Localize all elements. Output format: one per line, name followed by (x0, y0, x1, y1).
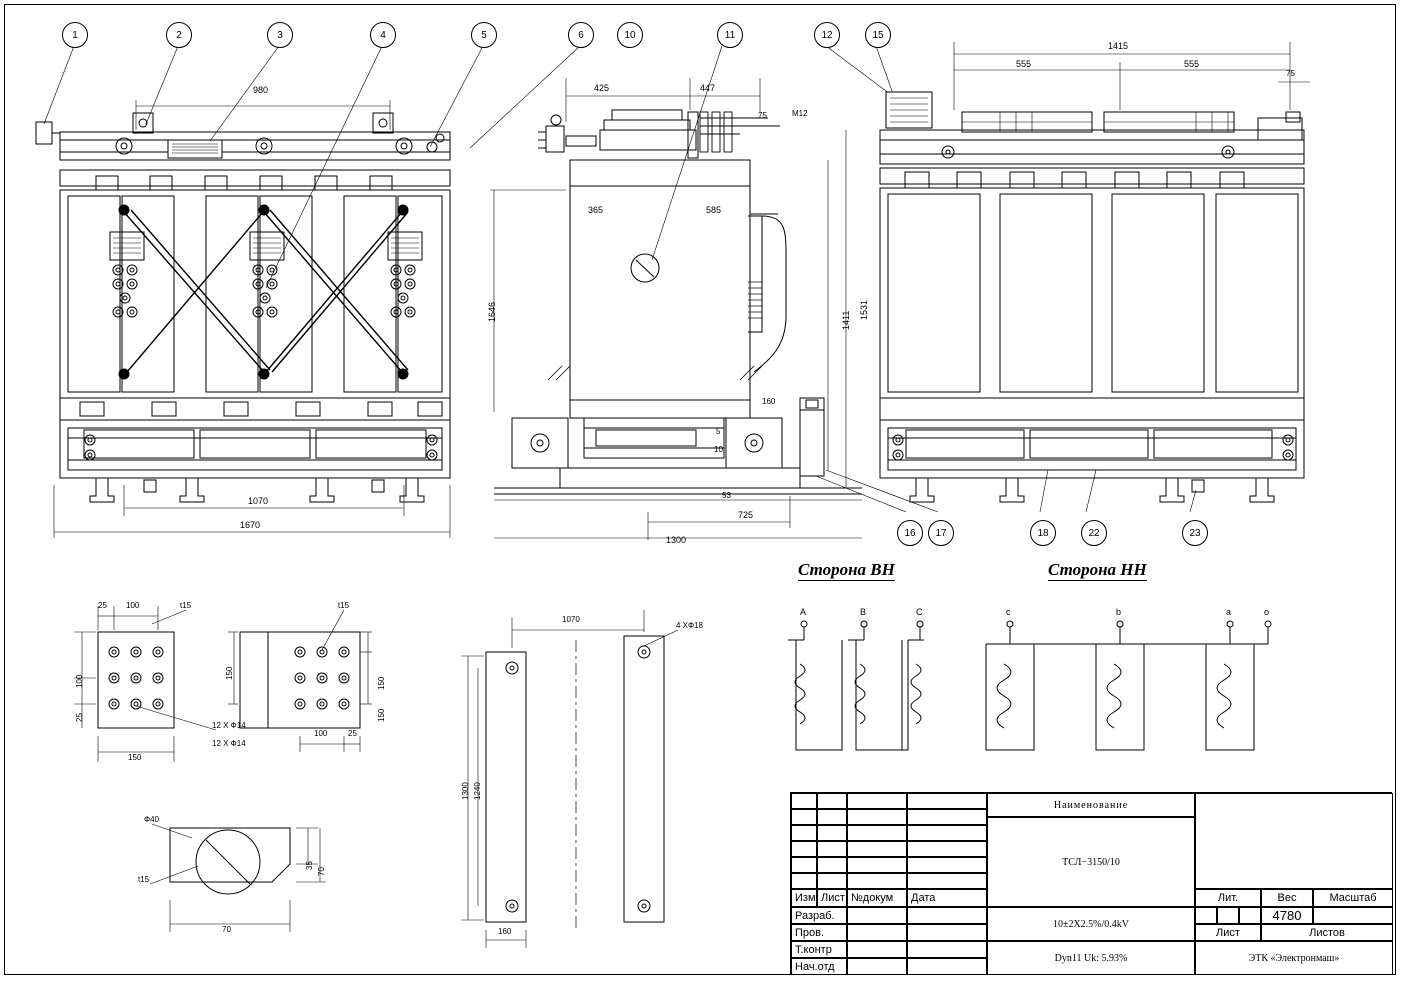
balloon-4[interactable]: 4 (370, 22, 396, 48)
tb-lit-label: Лит. (1195, 889, 1261, 907)
hv-terminal-a: A (800, 607, 807, 617)
detC-d40: Ф40 (144, 815, 159, 824)
detC-t15: t15 (138, 875, 150, 884)
detB-1240: 1240 (473, 782, 482, 800)
dim-side-53: 53 (722, 491, 731, 500)
tb-lit-1 (1195, 907, 1217, 924)
tb-grid-r4c3 (847, 841, 907, 857)
lv-terminal-c: c (1006, 607, 1011, 617)
tb-grid-r1c4 (907, 793, 987, 809)
tb-col-ndokum: №докум (847, 889, 907, 907)
tb-row-razrab-date (907, 907, 987, 924)
tb-name-header: Наименование (987, 793, 1195, 817)
balloon-3[interactable]: 3 (267, 22, 293, 48)
detA-12xd14-b: 12 X Ф14 (212, 739, 246, 748)
title-block (790, 792, 1392, 974)
tb-row-tkontr: Т.контр (791, 941, 847, 958)
dim-side-m12: M12 (792, 109, 808, 118)
tb-row-nachotd-date (907, 958, 987, 975)
balloon-15[interactable]: 15 (865, 22, 891, 48)
tb-grid-r1c3 (847, 793, 907, 809)
tb-grid-r2c2 (817, 809, 847, 825)
detA-150-right: 150 (225, 666, 234, 680)
tb-connection: Dyn11 Uk: 5.93% (987, 941, 1195, 975)
detB-4xd18: 4 XФ18 (676, 621, 703, 630)
tb-row-tkontr-date (907, 941, 987, 958)
tb-grid-r2c1 (791, 809, 817, 825)
balloon-6[interactable]: 6 (568, 22, 594, 48)
tb-weight-label: Вес (1261, 889, 1313, 907)
detA-t15-left: t15 (180, 601, 192, 610)
dim-side-1411: 1411 (841, 310, 851, 330)
dim-rear-1415: 1415 (1108, 41, 1129, 51)
dim-side-5: 5 (716, 427, 721, 436)
dim-side-365: 365 (588, 205, 604, 215)
tb-grid-r3c1 (791, 825, 817, 841)
detA-100-far-right: 150 (377, 676, 386, 690)
lv-section-title: Сторона НН (1048, 560, 1147, 579)
dim-front-980: 980 (253, 85, 269, 95)
tb-blank-top (1195, 793, 1393, 889)
tb-grid-r4c4 (907, 841, 987, 857)
tb-grid-r5c2 (817, 857, 847, 873)
detA-100-top: 100 (126, 601, 140, 610)
detB-1070: 1070 (562, 615, 580, 624)
tb-grid-r5c4 (907, 857, 987, 873)
tb-lit-2 (1217, 907, 1239, 924)
detA-100-left: 100 (75, 674, 84, 688)
detA-100-bottom: 100 (314, 729, 328, 738)
detB-160: 160 (498, 927, 512, 936)
tb-row-prov-name (847, 924, 907, 941)
hv-terminal-b: B (860, 607, 867, 617)
dim-side-1300: 1300 (666, 535, 687, 545)
dim-side-447: 447 (700, 83, 716, 93)
tb-row-tkontr-name (847, 941, 907, 958)
tb-scale-value (1313, 907, 1393, 924)
dim-rear-75: 75 (1286, 69, 1295, 78)
hv-terminal-c: C (916, 607, 923, 617)
tb-row-razrab-name (847, 907, 907, 924)
tb-grid-r3c3 (847, 825, 907, 841)
tb-grid-r2c3 (847, 809, 907, 825)
lv-terminal-a: a (1226, 607, 1232, 617)
dim-side-10: 10 (714, 445, 723, 454)
tb-grid-r6c4 (907, 873, 987, 889)
detA-25-left: 25 (75, 713, 84, 722)
balloon-1[interactable]: 1 (62, 22, 88, 48)
tb-row-nachotd-name (847, 958, 907, 975)
balloon-2[interactable]: 2 (166, 22, 192, 48)
tb-grid-r6c2 (817, 873, 847, 889)
dim-rear-555-left: 555 (1016, 59, 1032, 69)
dim-side-75: 75 (758, 111, 767, 120)
tb-col-data: Дата (907, 889, 987, 907)
tb-grid-r2c4 (907, 809, 987, 825)
detA-150-bottom: 150 (128, 753, 142, 762)
tb-scale-label: Масштаб (1313, 889, 1393, 907)
dim-front-1670: 1670 (240, 520, 261, 530)
detA-12xd14-a: 12 X Ф14 (212, 721, 246, 730)
tb-grid-r4c2 (817, 841, 847, 857)
dim-side-160: 160 (762, 397, 776, 406)
balloon-5[interactable]: 5 (471, 22, 497, 48)
dim-rear-555-right: 555 (1184, 59, 1200, 69)
tb-col-list: Лист (817, 889, 847, 907)
tb-col-izm: Изм (791, 889, 817, 907)
tb-row-prov-date (907, 924, 987, 941)
tb-grid-r4c1 (791, 841, 817, 857)
tb-grid-r6c1 (791, 873, 817, 889)
detC-70-right: 70 (317, 867, 326, 876)
detA-25-bottom: 25 (348, 729, 357, 738)
detA-25-far-right: 150 (377, 708, 386, 722)
tb-sheets-label: Листов (1261, 924, 1393, 941)
lv-terminal-b: b (1116, 607, 1122, 617)
tb-voltage: 10±2X2.5%/0.4kV (987, 907, 1195, 941)
tb-row-nachotd: Нач.отд (791, 958, 847, 975)
balloon-18[interactable]: 18 (1030, 520, 1056, 546)
tb-grid-r1c1 (791, 793, 817, 809)
tb-weight-value: 4780 (1261, 907, 1313, 924)
detB-1300: 1300 (461, 782, 470, 800)
tb-row-prov: Пров. (791, 924, 847, 941)
detC-70-bottom: 70 (222, 925, 231, 934)
tb-sheet-label: Лист (1195, 924, 1261, 941)
balloon-22[interactable]: 22 (1081, 520, 1107, 546)
balloon-17[interactable]: 17 (928, 520, 954, 546)
tb-company: ЭТК «Электронмаш» (1195, 941, 1393, 975)
dim-front-1070: 1070 (248, 496, 269, 506)
lv-terminal-o: o (1264, 607, 1270, 617)
dim-side-425: 425 (594, 83, 610, 93)
balloon-11[interactable]: 11 (717, 22, 743, 48)
dim-side-1531: 1531 (859, 299, 869, 320)
tb-grid-r5c3 (847, 857, 907, 873)
tb-row-razrab: Разраб. (791, 907, 847, 924)
tb-product: ТСЛ−3150/10 (987, 817, 1195, 907)
hv-section-title: Сторона ВН (798, 560, 895, 579)
dim-side-585: 585 (706, 205, 722, 215)
dim-side-725: 725 (738, 510, 754, 520)
balloon-12[interactable]: 12 (814, 22, 840, 48)
dim-side-1646: 1646 (487, 301, 497, 322)
detA-25-top: 25 (98, 601, 107, 610)
tb-grid-r1c2 (817, 793, 847, 809)
tb-lit-3 (1239, 907, 1261, 924)
tb-grid-r3c2 (817, 825, 847, 841)
balloon-16[interactable]: 16 (897, 520, 923, 546)
balloon-23[interactable]: 23 (1182, 520, 1208, 546)
tb-grid-r6c3 (847, 873, 907, 889)
detA-t15-right: t15 (338, 601, 350, 610)
tb-grid-r3c4 (907, 825, 987, 841)
balloon-10[interactable]: 10 (617, 22, 643, 48)
tb-grid-r5c1 (791, 857, 817, 873)
detC-35: 35 (305, 861, 314, 870)
